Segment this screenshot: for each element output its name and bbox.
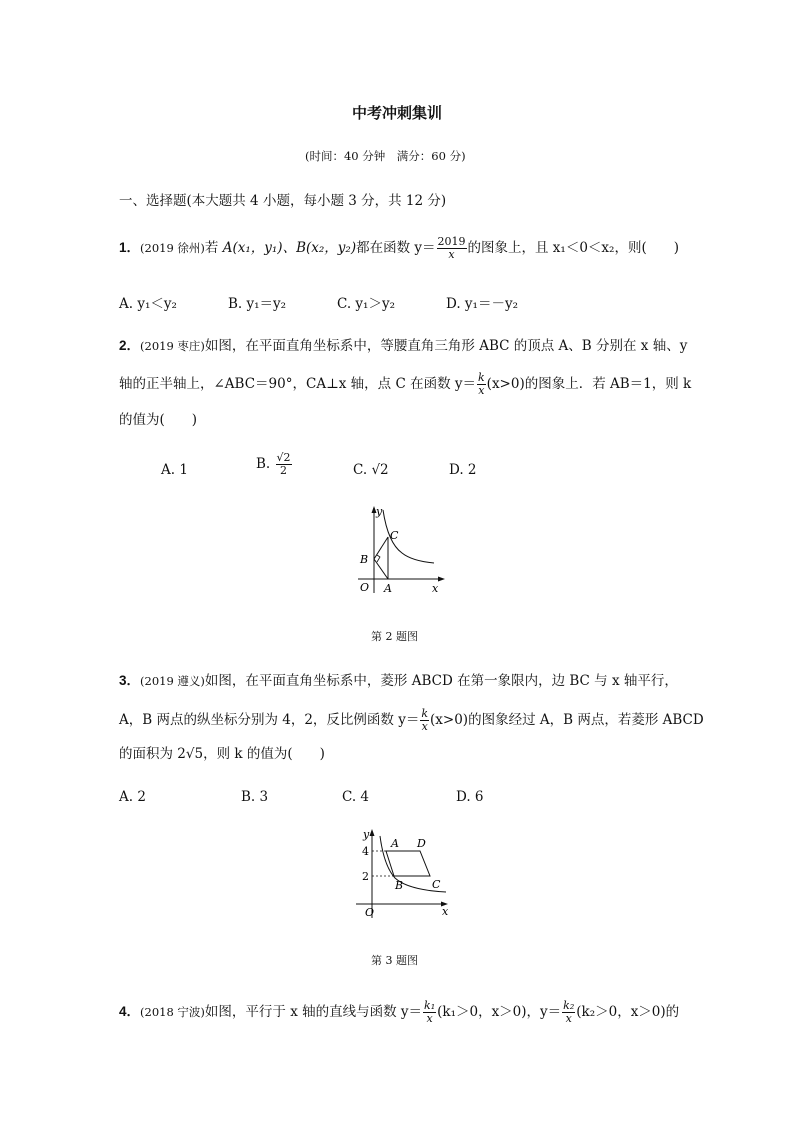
question-text: (x>0)的图象经过 A，B 两点，若菱形 ABCD	[430, 712, 704, 728]
fraction	[477, 372, 486, 397]
fraction-numerator: √2	[276, 451, 291, 464]
question-3-line3: 的面积为 2√5，则 k 的值为( )	[119, 746, 325, 762]
question-text: 若	[204, 240, 223, 256]
figure-caption: 第 2 题图	[371, 630, 418, 643]
question-source: (2019 遵义)	[140, 674, 205, 688]
question-3	[119, 671, 678, 691]
label-b: B	[360, 553, 369, 566]
question-number: 4．	[119, 1004, 141, 1019]
fraction-denominator: x	[448, 248, 455, 261]
option-label: B.	[256, 456, 271, 472]
fraction-numerator: k₂	[563, 999, 575, 1012]
question-text: (k₁＞0，x＞0)，y＝	[437, 1004, 562, 1020]
question-text: (x>0)的图象上．若 AB＝1，则 k	[486, 376, 692, 392]
question-source: (2018 宁波)	[140, 1005, 205, 1019]
label-d: D	[417, 837, 426, 850]
option-d[interactable]: D. y₁＝－y₂	[446, 296, 519, 312]
question-source: (2019 徐州)	[140, 241, 205, 255]
question-text: 都在函数 y＝	[356, 240, 436, 256]
question-text: 如图，在平面直角坐标系中，等腰直角三角形 ABC 的顶点 A、B 分别在 x 轴、y	[204, 338, 688, 354]
label-x: x	[432, 582, 439, 595]
question-source: (2019 枣庄)	[140, 339, 205, 353]
rhombus-abcd	[386, 851, 430, 876]
label-y: y	[363, 828, 370, 841]
segment-bc	[374, 537, 388, 559]
option-b[interactable]: B. 3	[241, 789, 269, 805]
label-c: C	[432, 878, 441, 891]
option-d[interactable]: D. 6	[456, 789, 484, 805]
question-2-line2	[119, 372, 691, 397]
label-a: A	[391, 837, 399, 850]
section-heading: 一、选择题(本大题共 4 小题，每小题 3 分，共 12 分)	[119, 193, 447, 209]
exam-info: (时间：40 分钟 满分：60 分)	[305, 149, 466, 163]
figure-q3	[350, 826, 460, 921]
x-axis-arrow	[438, 577, 445, 582]
option-b[interactable]	[256, 452, 293, 477]
option-a[interactable]: A. 2	[119, 789, 146, 805]
fraction	[437, 236, 467, 261]
label-y: y	[376, 505, 383, 518]
option-label: C.	[353, 462, 368, 478]
option-a[interactable]: A. 1	[161, 462, 188, 478]
fraction-denominator: x	[565, 1012, 572, 1025]
label-2: 2	[362, 870, 369, 883]
option-c[interactable]: C. 4	[342, 789, 370, 805]
fraction-denominator: x	[478, 384, 485, 397]
label-o: O	[365, 906, 375, 919]
fraction-denominator: x	[421, 720, 428, 733]
question-2-line3: 的值为( )	[119, 412, 198, 428]
label-b: B	[395, 879, 404, 892]
fraction-numerator: 2019	[437, 235, 466, 248]
right-angle-mark	[377, 555, 380, 562]
fraction	[562, 1000, 575, 1025]
question-number: 2．	[119, 338, 141, 353]
fraction-numerator: k	[478, 371, 485, 384]
question-2	[119, 336, 687, 356]
fraction	[420, 708, 429, 733]
label-4: 4	[362, 845, 369, 858]
option-d[interactable]: D. 2	[449, 462, 477, 478]
fraction-numerator: k₁	[424, 999, 436, 1012]
option-a[interactable]: A. y₁＜y₂	[119, 296, 177, 312]
fraction-numerator: k	[421, 707, 429, 720]
question-text: 如图，在平面直角坐标系中，菱形 ABCD 在第一象限内，边 BC 与 x 轴平行，	[204, 673, 678, 689]
question-text: A，B 两点的纵坐标分别为 4，2，反比例函数 y＝	[119, 712, 420, 728]
segment-ab	[374, 559, 388, 579]
question-text: 轴的正半轴上，∠ABC＝90°，CA⊥x 轴，点 C 在函数 y＝	[119, 376, 476, 392]
option-value: √2	[371, 462, 389, 478]
label-o: O	[360, 581, 370, 594]
question-number: 3．	[119, 673, 141, 688]
option-b[interactable]: B. y₁＝y₂	[228, 296, 287, 312]
question-number: 1．	[119, 240, 141, 255]
question-3-line2	[119, 708, 704, 733]
fraction	[423, 1000, 436, 1025]
option-c[interactable]	[353, 462, 389, 478]
option-c[interactable]: C. y₁＞y₂	[337, 296, 396, 312]
question-text: 的图象上，且 x₁＜0＜x₂，则( )	[467, 240, 679, 256]
fraction-denominator: 2	[280, 464, 288, 477]
y-axis-arrow	[370, 829, 375, 836]
question-points: A(x₁，y₁)、B(x₂，y₂)	[222, 240, 357, 256]
fraction-denominator: x	[426, 1012, 433, 1025]
question-text: 如图，平行于 x 轴的直线与函数 y＝	[204, 1004, 423, 1020]
question-text: (k₂＞0，x＞0)的	[576, 1004, 680, 1020]
label-c: C	[390, 529, 399, 542]
label-x: x	[442, 905, 449, 918]
fraction	[276, 452, 292, 477]
question-1	[119, 236, 679, 261]
figure-caption: 第 3 题图	[371, 954, 418, 967]
question-4	[119, 1000, 679, 1025]
figure-q2	[350, 505, 450, 600]
page-title: 中考冲刺集训	[352, 104, 443, 122]
label-a: A	[384, 582, 392, 595]
